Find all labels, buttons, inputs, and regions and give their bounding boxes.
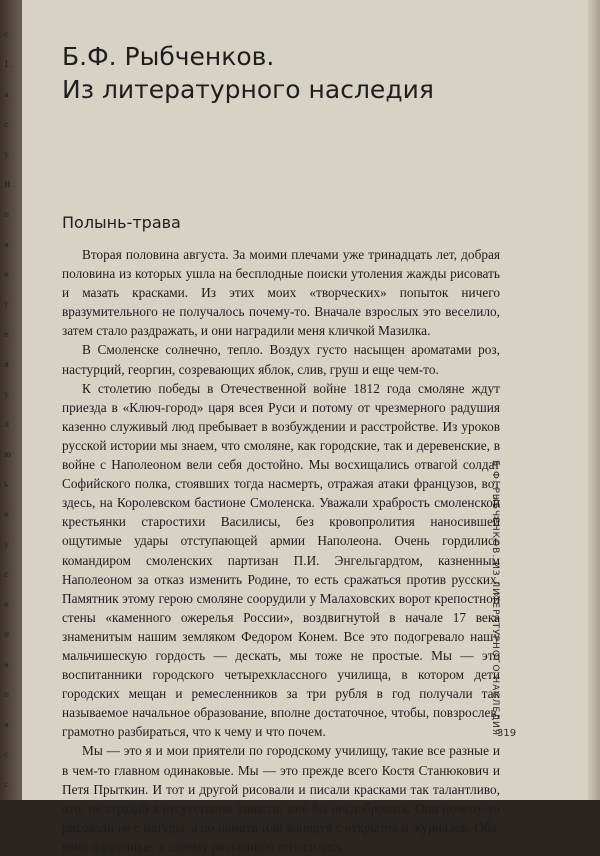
facing-page-letter: у [4,150,9,159]
book-title [62,40,522,106]
facing-page-letter: т [4,300,9,309]
facing-page-letter: с [4,30,9,39]
facing-page-letter: о [4,210,9,219]
book-title-line-2: Из литературного наследия [62,75,434,104]
book-title-line-1: Б.Ф. Рыбченков. [62,42,275,71]
facing-page-letter: я [4,360,10,369]
facing-page-letter: а [4,660,9,669]
paragraph: Мы — это я и мои приятели по городскому училищу, такие все разные и в чем-то главном одинаковые. Мы — это прежде всего Костя Станюкович и Петя Прыткин. И тот и другой рисовали и писали красками так талантливо, что, не страдай я отсутствием зависти, мне бы несдобровать. Они почему-то рисовали не с натуры, а по памяти или копируя с открыток и журналов. Оба, явно одаренные, к своему рисованию относились [62,743,500,854]
facing-page-letter: е [4,600,9,609]
facing-page-letter: 1. [4,60,12,69]
facing-page-letter: с [4,780,9,789]
running-head: Б.Ф. РЫБЧЕНКОВ. ИЗ ЛИТЕРАТУРНОГО НАСЛЕДИЯ [490,460,500,737]
facing-page-letter: у [4,390,9,399]
facing-page-letter: о [4,690,9,699]
facing-page-edge [0,0,22,800]
facing-page-letter: у [4,540,9,549]
facing-page-letter: н [4,630,10,639]
facing-page-letter: а [4,720,9,729]
facing-page-letter: с [4,120,9,129]
facing-page-letter: с [4,570,9,579]
facing-page-letter: Я [4,180,11,189]
facing-page-letters [4,20,16,800]
facing-page-letter: с [4,750,9,759]
facing-page-letter: е [4,330,9,339]
facing-page-letter: ю [4,450,11,459]
facing-page-letter: ь [4,480,9,489]
paragraph: В Смоленске солнечно, тепло. Воздух густо насыщен ароматами роз, настурций, георгин, созревающих яблок, слив, груш и еще чем-то. [62,342,500,377]
facing-page-letter: а [4,90,9,99]
facing-page-letter: е [4,510,9,519]
facing-page-letter: е [4,270,9,279]
facing-page-letter: л [4,420,10,429]
facing-page-letter: а [4,240,9,249]
section-title: Полынь-трава [62,213,181,232]
paragraph: Вторая половина августа. За моими плечами уже тринадцать лет, добрая половина из которых ушла на бесплодные поиски утоления жажды рисовать и мазать красками. Из этих моих «творческих» попыток ничего вразумительного не получалось почему-то. Вначале взрослых это веселило, затем стало раздражать, и они наградили меня кличкой Мазилка. [62,247,500,339]
page-number: 319 [497,728,517,739]
page-stack-edge [588,0,600,800]
paragraph: К столетию победы в Отечественной войне 1812 года смоляне ждут приезда в «Ключ-город» царя всея Руси и потому от чрезмерного радушия казенно служивый люд пребывает в возбуждении и расстройстве. Из уроков русской истории мы знаем, что смоляне, как городские, так и деревенские, в войне с Наполеоном вели себя достойно. Мы восхищались отвагой солдат Софийского полка, стоявших тогда насмерть, отражая атаки французов, вот здесь, на Королевском бастионе Смоленска. Уважали храбрость смоленской крестьянки старостихи Василисы, без кровопролития наносившей ощутимые удары отступающей армии Наполеона. Очень гордились командиром смоленских партизан П.И. Энгельгардтом, казненным Наполеоном за отказ изменить Родине, то есть сражаться против русских. Памятник этому герою смоляне соорудили у Малаховских ворот крепостной стены «каменного ожерелья России», воздвигнутой в начале 17 века знаменитым нашим земляком Федором Конем. Все это подогревало нашу мальчишескую гордость — дескать, мы тоже не простые. Мы — это воспитанники городского четырехклассного училища, в котором дети городских мещан и ремесленников за три рубля в год получали так называемое начальное образование, вполне достаточное, чтобы, повзрослев, грамотно разбираться, что к чему и что почем. [62,380,500,740]
body-text [62,245,500,856]
